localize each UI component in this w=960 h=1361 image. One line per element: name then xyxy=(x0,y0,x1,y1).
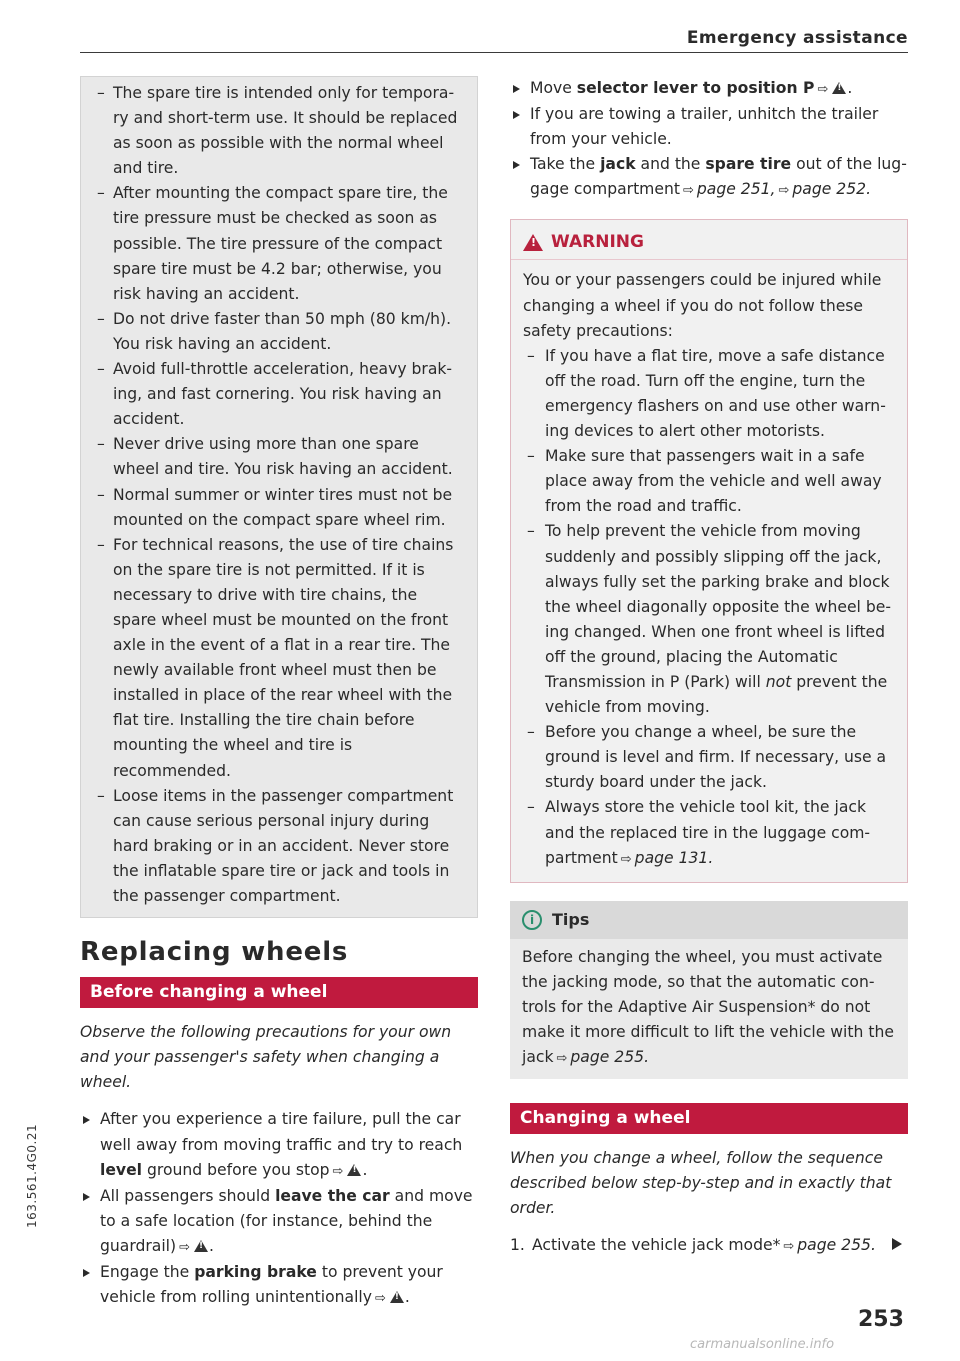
list-item: – Avoid full-throttle acceleration, heavy braking, and fast cornering. You risk having an accident. xyxy=(93,357,463,432)
list-item: – Never drive using more than one spare wheel and tire. You risk having an accident. xyxy=(93,432,463,482)
list-item: If you are towing a trailer, unhitch the trailer from your vehicle. xyxy=(510,102,908,152)
warning-triangle-icon[interactable] xyxy=(347,1164,361,1176)
warning-intro: You or your passengers could be injured while changing a wheel if you do not follow these safety precautions: xyxy=(523,271,882,340)
list-item: After you experience a tire failure, pull the car well away from moving traffic and try to reach level ground before you stop ⇨! . xyxy=(80,1107,478,1183)
warning-triangle-icon[interactable] xyxy=(832,82,846,94)
caution-box xyxy=(80,76,478,918)
arrow-right-icon: ⇨ xyxy=(179,1239,190,1255)
tips-title: Tips xyxy=(552,910,590,930)
list-item: – Normal summer or winter tires must not be mounted on the compact spare wheel rim. xyxy=(93,483,463,533)
arrow-right-icon: ⇨ xyxy=(556,1051,568,1067)
arrow-right-icon: ⇨ xyxy=(778,183,790,199)
heading-replacing-wheels: Replacing wheels xyxy=(80,937,349,968)
bar-changing-wheel: Changing a wheel xyxy=(510,1103,908,1134)
page-link[interactable]: page 251, xyxy=(696,180,776,199)
warning-list xyxy=(523,344,895,872)
tips-body: Before changing the wheel, you must activate the jacking mode, so that the automatic controls for the Adaptive Air Suspension* do not make it more difficult to lift the vehicle with the jack ⇨ page 255. xyxy=(510,939,908,1079)
list-item: Move selector lever to position P ⇨! . xyxy=(510,76,908,102)
steps-before-changing xyxy=(80,1107,478,1311)
list-item: – After mounting the compact spare tire, the tire pressure must be checked as soon as possible. The tire pressure of the compact spare tire must be 4.2 bar; otherwise, you risk having an accident. xyxy=(93,181,463,306)
arrow-right-icon: ⇨ xyxy=(682,183,694,199)
info-icon: i xyxy=(522,910,542,930)
page-link[interactable]: page 255. xyxy=(570,1048,650,1067)
list-item: – If you have a flat tire, move a safe distance off the road. Turn off the engine, turn the emergency flashers on and use other warning devices to alert other motorists. xyxy=(523,344,895,444)
page-link[interactable]: page 131. xyxy=(634,848,714,867)
warning-triangle-icon[interactable] xyxy=(194,1240,208,1252)
intro-before-changing: Observe the following precautions for your own and your passenger's safety when changing a wheel. xyxy=(80,1023,452,1092)
list-item: – To help prevent the vehicle from moving suddenly and possibly slipping off the jack, always fully set the parking brake and block the wheel diagonally opposite the wheel being changed. When one front wheel is lifted off the ground, placing the Automatic Transmission in P (Park) will not prevent the vehicle from moving. xyxy=(523,519,895,720)
list-item: All passengers should leave the car and move to a safe location (for instance, behind the guardrail) ⇨! . xyxy=(80,1184,478,1260)
warning-body xyxy=(511,260,907,881)
section-title: Emergency assistance xyxy=(686,28,908,48)
intro-changing-wheel: When you change a wheel, follow the sequence described below step-by-step and in exactly that order. xyxy=(510,1149,892,1218)
list-item: – Always store the vehicle tool kit, the jack and the replaced tire in the luggage compartment ⇨ page 131. xyxy=(523,795,895,871)
list-item: – Before you change a wheel, be sure the ground is level and firm. If necessary, use a sturdy board under the jack. xyxy=(523,720,895,795)
bar-before-changing: Before changing a wheel xyxy=(80,977,478,1008)
warning-header xyxy=(511,220,907,260)
arrow-right-icon: ⇨ xyxy=(783,1239,795,1255)
document-code: 163.561.4G0.21 xyxy=(25,1123,39,1228)
list-item: – Do not drive faster than 50 mph (80 km/h). You risk having an accident. xyxy=(93,307,463,357)
tips-box xyxy=(510,901,908,1079)
arrow-right-icon: ⇨ xyxy=(332,1163,344,1179)
left-column xyxy=(80,76,478,1311)
watermark: carmanualsonline.info xyxy=(690,1337,835,1352)
right-column xyxy=(510,76,908,1260)
continue-arrow-icon xyxy=(892,1238,902,1250)
page-link[interactable]: page 252. xyxy=(792,180,872,199)
warning-title: WARNING xyxy=(551,232,644,253)
arrow-right-icon: ⇨ xyxy=(374,1291,386,1307)
list-item: Take the jack and the spare tire out of the luggage compartment ⇨ page 251, ⇨ page 252. xyxy=(510,152,908,203)
warning-triangle-icon xyxy=(523,234,543,251)
list-item: – The spare tire is intended only for temporary and short-term use. It should be replaced as soon as possible with the normal wheel and tire. xyxy=(93,81,463,181)
warning-box xyxy=(510,219,908,882)
caution-list xyxy=(93,81,463,909)
numbered-step: 1. Activate the vehicle jack mode* ⇨ page 255. xyxy=(510,1233,908,1259)
page-number: 253 xyxy=(858,1307,904,1332)
header-rule xyxy=(80,52,908,53)
list-item: – For technical reasons, the use of tire chains on the spare tire is not permitted. If it is necessary to drive with tire chains, the spare wheel must be mounted on the front axle in the event of a flat in a rear tire. The newly available front wheel must then be installed in place of the rear wheel with the flat tire. Installing the tire chain before mounting the wheel and tire is recommended. xyxy=(93,533,463,784)
steps-prepare xyxy=(510,76,908,203)
warning-triangle-icon[interactable] xyxy=(390,1291,404,1303)
step-number: 1. xyxy=(510,1236,525,1255)
arrow-right-icon: ⇨ xyxy=(817,82,829,97)
list-item: – Make sure that passengers wait in a safe place away from the vehicle and well away from the road and traffic. xyxy=(523,444,895,519)
list-item: Engage the parking brake to prevent your vehicle from rolling unintentionally ⇨! . xyxy=(80,1260,478,1311)
page-link[interactable]: page 255. xyxy=(797,1236,876,1255)
list-item: – Loose items in the passenger compartment can cause serious personal injury during hard braking or in an accident. Never store the inflatable spare tire or jack and tools in the passenger compartment. xyxy=(93,784,463,909)
tips-header xyxy=(510,901,908,939)
arrow-right-icon: ⇨ xyxy=(620,851,632,867)
